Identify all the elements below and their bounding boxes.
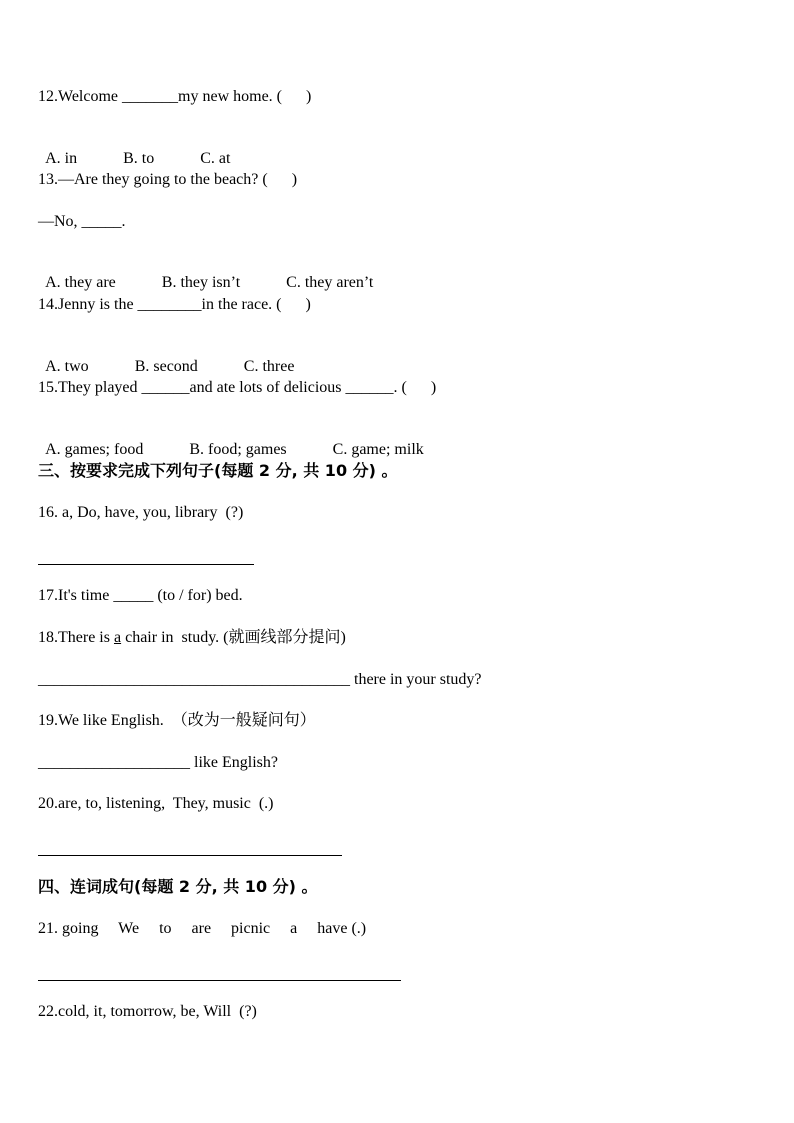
question-13: 13.—Are they going to the beach? ( ) [38,171,298,188]
option-c[interactable]: C. three [243,358,295,375]
answer-18[interactable]: _______________________________________ there in your study? [38,671,482,688]
question-17: 17.It's time _____ (to / for) bed. [38,587,243,604]
question-18-pre: 18.There is [38,629,114,646]
question-18 [38,628,346,648]
question-14: 14.Jenny is the ________in the race. ( ) [38,296,311,313]
question-12-options [38,129,230,169]
question-12: 12.Welcome _______my new home. ( ) [38,88,312,105]
option-c[interactable]: C. at [200,150,231,167]
question-13-sub: —No, _____. [38,213,126,230]
question-15: 15.They played ______and ate lots of delicious ______. ( ) [38,379,437,396]
question-14-options [38,337,294,377]
question-13-options [38,253,373,293]
question-15-options [38,420,424,460]
option-c[interactable]: C. they aren’t [286,274,374,291]
answer-line-20[interactable] [38,855,342,856]
question-16: 16. a, Do, have, you, library (?) [38,504,244,521]
question-21: 21. going We to are picnic a have (.) [38,920,367,937]
option-c[interactable]: C. game; milk [332,441,424,458]
option-a[interactable]: A. they are [45,274,116,291]
question-18-underlined-word: a [113,629,122,646]
question-22: 22.cold, it, tomorrow, be, Will (?) [38,1003,257,1020]
option-b[interactable]: B. second [134,358,198,375]
option-b[interactable]: B. to [123,150,155,167]
option-b[interactable]: B. food; games [189,441,287,458]
question-18-post: chair in study. (就画线部分提问) [121,629,346,646]
option-b[interactable]: B. they isn’t [161,274,241,291]
option-a[interactable]: A. in [45,150,78,167]
question-19: 19.We like English. （改为一般疑问句） [38,712,316,729]
answer-line-21[interactable] [38,980,401,981]
section-3-title: 三、按要求完成下列句子(每题 2 分, 共 10 分) 。 [38,461,398,480]
section-4-title: 四、连词成句(每题 2 分, 共 10 分) 。 [38,877,318,896]
answer-19[interactable]: ___________________ like English? [38,754,278,771]
option-a[interactable]: A. two [45,358,89,375]
option-a[interactable]: A. games; food [45,441,144,458]
answer-line-16[interactable] [38,564,254,565]
question-20: 20.are, to, listening, They, music (.) [38,795,274,812]
